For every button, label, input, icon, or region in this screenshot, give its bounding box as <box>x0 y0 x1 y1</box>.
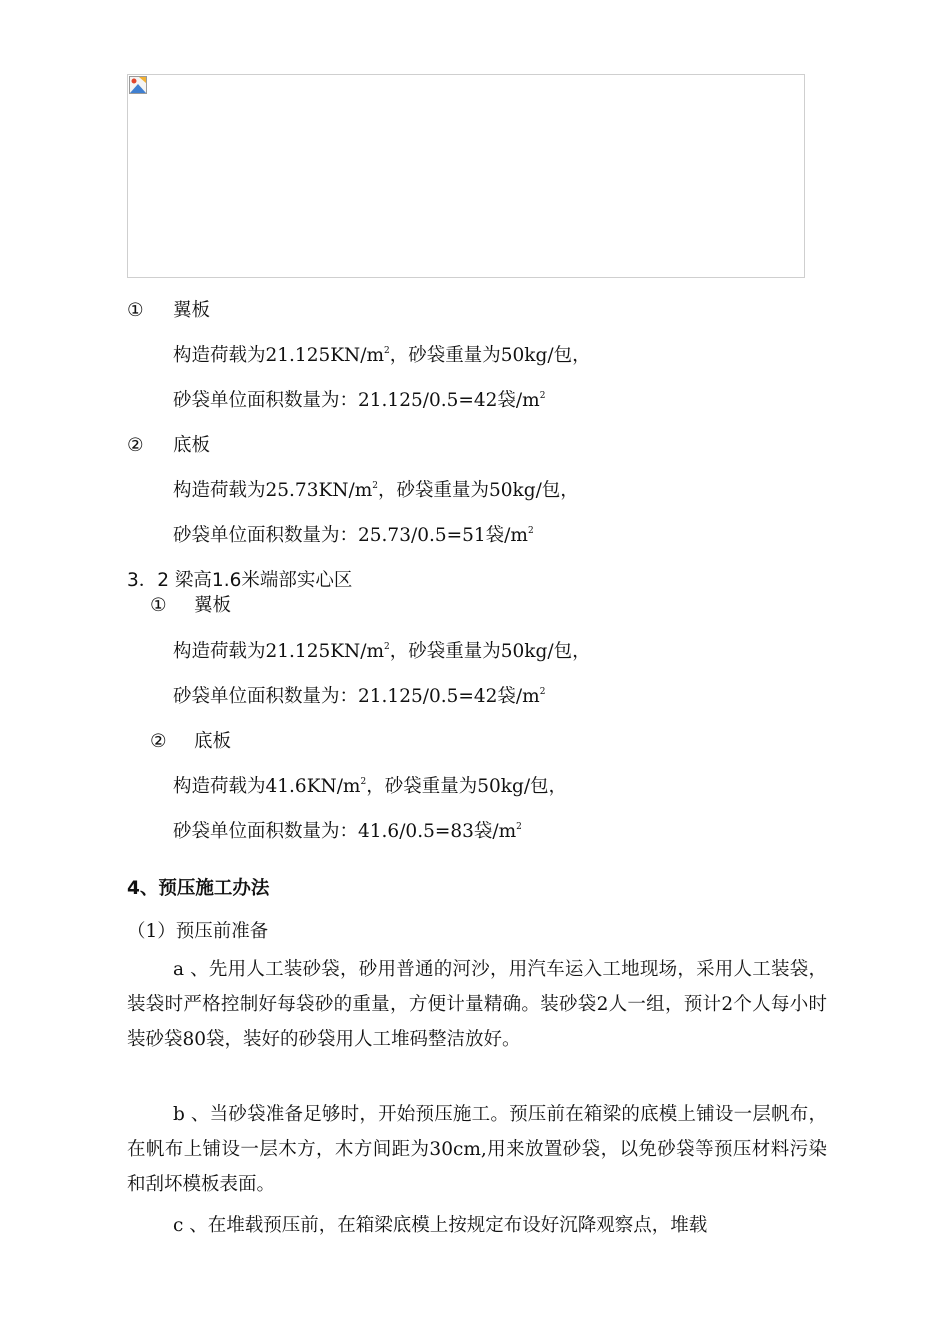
load-line <box>173 775 567 799</box>
count-text: 砂袋单位面积数量为：21.125/0.5=42袋/m <box>173 686 540 707</box>
circled-number: ② <box>127 435 144 456</box>
load-line <box>173 344 591 368</box>
load-line <box>173 640 591 664</box>
circled-number: ① <box>127 300 144 321</box>
superscript: 2 <box>539 687 546 697</box>
load-text: 构造荷载为25.73KN/m <box>173 480 373 501</box>
paragraph-c: c 、在堆载预压前，在箱梁底模上按规定布设好沉降观察点，堆载 <box>173 1215 708 1236</box>
item-title: 翼板 <box>194 595 232 616</box>
count-line <box>173 389 545 413</box>
load-line <box>173 479 579 503</box>
count-text: 砂袋单位面积数量为：41.6/0.5=83袋/m <box>173 821 517 842</box>
superscript: 2 <box>527 526 534 536</box>
count-line <box>173 820 522 844</box>
wing-item <box>150 594 231 618</box>
superscript: 2 <box>360 777 367 787</box>
load-text: 构造荷载为21.125KN/m <box>173 641 385 662</box>
circled-number: ① <box>150 595 167 616</box>
circled-number: ② <box>150 731 167 752</box>
subsection-title: （1）预压前准备 <box>127 921 269 942</box>
load-text: 构造荷载为41.6KN/m <box>173 776 361 797</box>
superscript: 2 <box>384 346 390 356</box>
superscript: 2 <box>372 481 378 491</box>
paragraph-a: a 、先用人工装砂袋，砂用普通的河沙，用汽车运入工地现场，采用人工装袋，装袋时严格控制好每袋砂的重量，方便计量精确。装砂袋2人一组，预计2个人每小时装砂袋80袋，装好的砂袋用人工堆码整洁放好。 <box>127 959 827 1050</box>
wing-item <box>127 299 210 323</box>
load-tail: ，砂袋重量为50kg/包， <box>377 480 579 501</box>
count-line <box>173 685 545 709</box>
figure-placeholder <box>127 74 805 278</box>
section-heading: 4、预压施工办法 <box>127 878 270 899</box>
broken-image-icon <box>129 76 147 94</box>
paragraph-b: b 、当砂袋准备足够时，开始预压施工。预压前在箱梁的底模上铺设一层帆布，在帆布上铺设一层木方，木方间距为30cm,用来放置砂袋，以免砂袋等预压材料污染和刮坏模板表面。 <box>127 1104 827 1195</box>
item-title: 底板 <box>173 435 211 456</box>
bottom-item <box>127 434 210 458</box>
superscript: 2 <box>539 391 546 401</box>
count-line <box>173 524 534 548</box>
load-tail: ，砂袋重量为50kg/包， <box>366 776 568 797</box>
load-tail: ，砂袋重量为50kg/包， <box>389 345 591 366</box>
item-title: 翼板 <box>173 300 211 321</box>
section-title: 3．2 梁高1.6米端部实心区 <box>127 570 353 591</box>
superscript: 2 <box>384 642 390 652</box>
item-title: 底板 <box>194 731 232 752</box>
count-text: 砂袋单位面积数量为：21.125/0.5=42袋/m <box>173 390 540 411</box>
superscript: 2 <box>516 822 522 832</box>
load-tail: ，砂袋重量为50kg/包， <box>389 641 591 662</box>
count-text: 砂袋单位面积数量为：25.73/0.5=51袋/m <box>173 525 528 546</box>
bottom-item <box>150 730 231 754</box>
load-text: 构造荷载为21.125KN/m <box>173 345 385 366</box>
